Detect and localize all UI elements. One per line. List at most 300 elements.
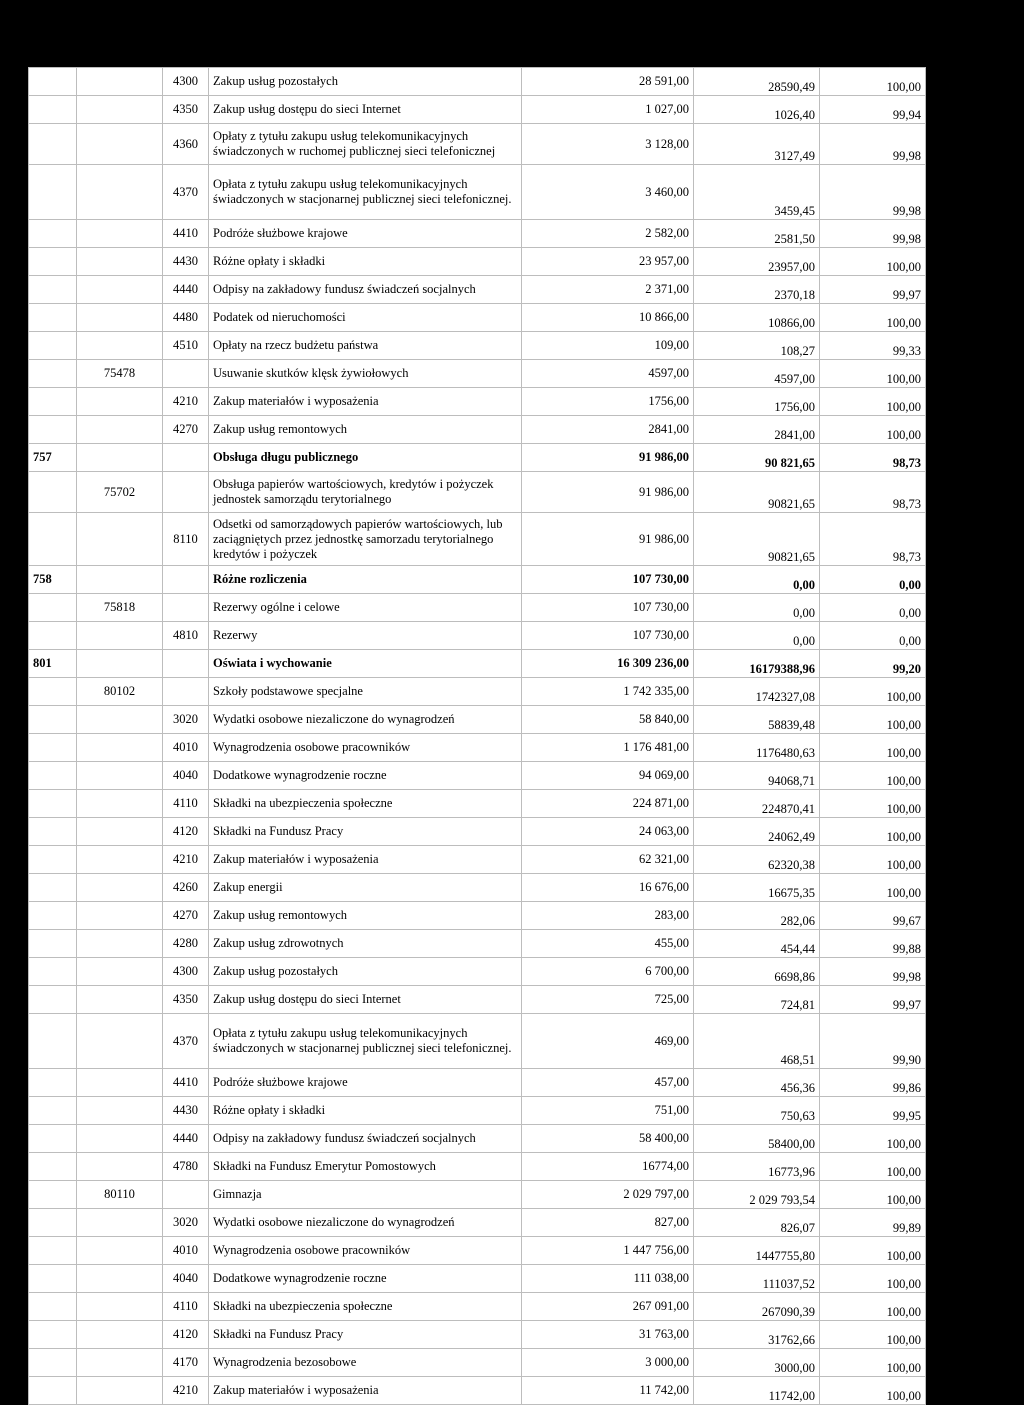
execution-cell: 3000,00 bbox=[694, 1349, 820, 1376]
percent-cell: 99,97 bbox=[820, 276, 926, 303]
percent-cell: 99,89 bbox=[820, 1209, 926, 1236]
plan-cell: 16 676,00 bbox=[522, 874, 694, 901]
plan-cell: 224 871,00 bbox=[522, 790, 694, 817]
plan-cell: 107 730,00 bbox=[522, 594, 694, 621]
rozdzial-cell bbox=[77, 276, 163, 303]
name-cell bbox=[209, 790, 522, 817]
execution-cell: 16675,35 bbox=[694, 874, 820, 901]
table-row bbox=[29, 874, 926, 902]
rozdzial-cell bbox=[77, 706, 163, 733]
plan-cell: 94 069,00 bbox=[522, 762, 694, 789]
execution-cell: 0,00 bbox=[694, 566, 820, 593]
table-row bbox=[29, 332, 926, 360]
paragraf-cell: 3020 bbox=[163, 706, 209, 733]
dzial-cell: 758 bbox=[29, 566, 77, 593]
plan-cell: 62 321,00 bbox=[522, 846, 694, 873]
name-text: Rezerwy ogólne i celowe bbox=[213, 600, 340, 614]
percent-cell: 99,94 bbox=[820, 96, 926, 123]
table-row bbox=[29, 958, 926, 986]
name-cell bbox=[209, 986, 522, 1013]
name-cell bbox=[209, 96, 522, 123]
dzial-cell bbox=[29, 1125, 77, 1152]
paragraf-cell: 4810 bbox=[163, 622, 209, 649]
name-text: Dodatkowe wynagrodzenie roczne bbox=[213, 768, 387, 782]
table-row bbox=[29, 650, 926, 678]
name-cell bbox=[209, 1377, 522, 1404]
paragraf-cell: 4010 bbox=[163, 734, 209, 761]
name-cell bbox=[209, 706, 522, 733]
name-text: Składki na Fundusz Pracy bbox=[213, 824, 344, 838]
percent-cell: 98,73 bbox=[820, 513, 926, 565]
table-row bbox=[29, 388, 926, 416]
table-row bbox=[29, 566, 926, 594]
paragraf-cell: 4780 bbox=[163, 1153, 209, 1180]
execution-cell: 826,07 bbox=[694, 1209, 820, 1236]
percent-cell: 98,73 bbox=[820, 472, 926, 512]
percent-cell: 99,88 bbox=[820, 930, 926, 957]
table-row bbox=[29, 902, 926, 930]
name-text: Wynagrodzenia osobowe pracowników bbox=[213, 740, 411, 754]
table-row bbox=[29, 846, 926, 874]
name-text: Składki na ubezpieczenia społeczne bbox=[213, 796, 393, 810]
dzial-cell bbox=[29, 332, 77, 359]
paragraf-cell: 4210 bbox=[163, 846, 209, 873]
plan-cell: 283,00 bbox=[522, 902, 694, 929]
execution-cell: 58839,48 bbox=[694, 706, 820, 733]
percent-cell: 100,00 bbox=[820, 388, 926, 415]
rozdzial-cell bbox=[77, 734, 163, 761]
rozdzial-cell bbox=[77, 513, 163, 565]
execution-cell: 2581,50 bbox=[694, 220, 820, 247]
plan-cell: 109,00 bbox=[522, 332, 694, 359]
paragraf-cell: 4360 bbox=[163, 124, 209, 164]
execution-cell: 1756,00 bbox=[694, 388, 820, 415]
plan-cell: 91 986,00 bbox=[522, 513, 694, 565]
table-row bbox=[29, 165, 926, 220]
name-cell bbox=[209, 566, 522, 593]
paragraf-cell bbox=[163, 594, 209, 621]
table-row bbox=[29, 986, 926, 1014]
rozdzial-cell bbox=[77, 846, 163, 873]
percent-cell: 0,00 bbox=[820, 622, 926, 649]
name-cell bbox=[209, 304, 522, 331]
plan-cell: 11 742,00 bbox=[522, 1377, 694, 1404]
percent-cell: 100,00 bbox=[820, 304, 926, 331]
name-text: Obsługa długu publicznego bbox=[213, 450, 359, 464]
execution-cell: 11742,00 bbox=[694, 1377, 820, 1404]
name-text: Wynagrodzenia osobowe pracowników bbox=[213, 1243, 411, 1257]
rozdzial-cell bbox=[77, 1153, 163, 1180]
name-text: Zakup usług dostępu do sieci Internet bbox=[213, 102, 401, 116]
paragraf-cell bbox=[163, 650, 209, 677]
rozdzial-cell bbox=[77, 566, 163, 593]
name-cell bbox=[209, 762, 522, 789]
plan-cell: 2841,00 bbox=[522, 416, 694, 443]
name-text: Gimnazja bbox=[213, 1187, 262, 1201]
rozdzial-cell bbox=[77, 304, 163, 331]
dzial-cell bbox=[29, 220, 77, 247]
paragraf-cell bbox=[163, 1181, 209, 1208]
dzial-cell bbox=[29, 304, 77, 331]
dzial-cell bbox=[29, 818, 77, 845]
rozdzial-cell bbox=[77, 124, 163, 164]
name-cell bbox=[209, 1209, 522, 1236]
execution-cell: 750,63 bbox=[694, 1097, 820, 1124]
plan-cell: 2 582,00 bbox=[522, 220, 694, 247]
execution-cell: 90 821,65 bbox=[694, 444, 820, 471]
table-row bbox=[29, 1237, 926, 1265]
name-cell bbox=[209, 734, 522, 761]
execution-cell: 454,44 bbox=[694, 930, 820, 957]
rozdzial-cell bbox=[77, 1377, 163, 1404]
plan-cell: 455,00 bbox=[522, 930, 694, 957]
percent-cell: 100,00 bbox=[820, 846, 926, 873]
table-row bbox=[29, 1181, 926, 1209]
plan-cell: 827,00 bbox=[522, 1209, 694, 1236]
name-cell bbox=[209, 846, 522, 873]
execution-cell: 4597,00 bbox=[694, 360, 820, 387]
name-text: Podatek od nieruchomości bbox=[213, 310, 346, 324]
table-row bbox=[29, 1377, 926, 1405]
plan-cell: 58 840,00 bbox=[522, 706, 694, 733]
execution-cell: 94068,71 bbox=[694, 762, 820, 789]
percent-cell: 100,00 bbox=[820, 678, 926, 705]
name-cell bbox=[209, 958, 522, 985]
name-text: Podróże służbowe krajowe bbox=[213, 226, 348, 240]
paragraf-cell: 4300 bbox=[163, 958, 209, 985]
percent-cell: 99,86 bbox=[820, 1069, 926, 1096]
plan-cell: 267 091,00 bbox=[522, 1293, 694, 1320]
dzial-cell bbox=[29, 416, 77, 443]
execution-cell: 6698,86 bbox=[694, 958, 820, 985]
dzial-cell bbox=[29, 1097, 77, 1124]
plan-cell: 28 591,00 bbox=[522, 68, 694, 95]
rozdzial-cell bbox=[77, 818, 163, 845]
dzial-cell bbox=[29, 1069, 77, 1096]
name-cell bbox=[209, 416, 522, 443]
percent-cell: 100,00 bbox=[820, 1125, 926, 1152]
plan-cell: 111 038,00 bbox=[522, 1265, 694, 1292]
rozdzial-cell bbox=[77, 1293, 163, 1320]
name-cell bbox=[209, 1097, 522, 1124]
rozdzial-cell bbox=[77, 220, 163, 247]
paragraf-cell: 4120 bbox=[163, 1321, 209, 1348]
execution-cell: 1026,40 bbox=[694, 96, 820, 123]
execution-cell: 23957,00 bbox=[694, 248, 820, 275]
dzial-cell bbox=[29, 1321, 77, 1348]
plan-cell: 58 400,00 bbox=[522, 1125, 694, 1152]
table-row bbox=[29, 416, 926, 444]
name-cell bbox=[209, 248, 522, 275]
percent-cell: 100,00 bbox=[820, 360, 926, 387]
paragraf-cell bbox=[163, 472, 209, 512]
rozdzial-cell bbox=[77, 958, 163, 985]
name-cell bbox=[209, 1014, 522, 1068]
percent-cell: 100,00 bbox=[820, 1181, 926, 1208]
execution-cell: 2841,00 bbox=[694, 416, 820, 443]
dzial-cell bbox=[29, 1265, 77, 1292]
paragraf-cell: 4430 bbox=[163, 1097, 209, 1124]
name-text: Różne opłaty i składki bbox=[213, 1103, 326, 1117]
name-text: Podróże służbowe krajowe bbox=[213, 1075, 348, 1089]
name-text: Opłata z tytułu zakupu usług telekomunikacyjnych świadczonych w stacjonarnej publicznej sieci telefonicznej. bbox=[213, 1026, 512, 1055]
paragraf-cell: 4110 bbox=[163, 1293, 209, 1320]
percent-cell: 100,00 bbox=[820, 1265, 926, 1292]
execution-cell: 2370,18 bbox=[694, 276, 820, 303]
execution-cell: 16773,96 bbox=[694, 1153, 820, 1180]
table-row bbox=[29, 622, 926, 650]
paragraf-cell: 4370 bbox=[163, 165, 209, 219]
percent-cell: 100,00 bbox=[820, 1293, 926, 1320]
rozdzial-cell bbox=[77, 622, 163, 649]
paragraf-cell: 4170 bbox=[163, 1349, 209, 1376]
plan-cell: 91 986,00 bbox=[522, 472, 694, 512]
paragraf-cell: 4210 bbox=[163, 388, 209, 415]
dzial-cell bbox=[29, 472, 77, 512]
plan-cell: 6 700,00 bbox=[522, 958, 694, 985]
dzial-cell bbox=[29, 594, 77, 621]
dzial-cell bbox=[29, 734, 77, 761]
rozdzial-cell bbox=[77, 248, 163, 275]
table-row bbox=[29, 790, 926, 818]
paragraf-cell: 4410 bbox=[163, 220, 209, 247]
name-text: Zakup usług dostępu do sieci Internet bbox=[213, 992, 401, 1006]
budget-expenditure-table bbox=[28, 67, 926, 1405]
rozdzial-cell bbox=[77, 1097, 163, 1124]
name-cell bbox=[209, 276, 522, 303]
execution-cell: 267090,39 bbox=[694, 1293, 820, 1320]
dzial-cell bbox=[29, 513, 77, 565]
percent-cell: 100,00 bbox=[820, 1237, 926, 1264]
percent-cell: 100,00 bbox=[820, 1153, 926, 1180]
dzial-cell bbox=[29, 360, 77, 387]
execution-cell: 468,51 bbox=[694, 1014, 820, 1068]
name-text: Składki na Fundusz Pracy bbox=[213, 1327, 344, 1341]
paragraf-cell: 4210 bbox=[163, 1377, 209, 1404]
paragraf-cell: 4270 bbox=[163, 902, 209, 929]
rozdzial-cell bbox=[77, 1125, 163, 1152]
name-cell bbox=[209, 1293, 522, 1320]
rozdzial-cell bbox=[77, 416, 163, 443]
table-row bbox=[29, 444, 926, 472]
plan-cell: 1 176 481,00 bbox=[522, 734, 694, 761]
table-row bbox=[29, 96, 926, 124]
table-row bbox=[29, 360, 926, 388]
paragraf-cell: 4350 bbox=[163, 96, 209, 123]
plan-cell: 3 460,00 bbox=[522, 165, 694, 219]
percent-cell: 100,00 bbox=[820, 874, 926, 901]
paragraf-cell: 4410 bbox=[163, 1069, 209, 1096]
name-text: Zakup materiałów i wyposażenia bbox=[213, 1383, 379, 1397]
execution-cell: 62320,38 bbox=[694, 846, 820, 873]
rozdzial-cell bbox=[77, 96, 163, 123]
table-row bbox=[29, 513, 926, 566]
paragraf-cell bbox=[163, 444, 209, 471]
plan-cell: 1 742 335,00 bbox=[522, 678, 694, 705]
rozdzial-cell: 75702 bbox=[77, 472, 163, 512]
plan-cell: 23 957,00 bbox=[522, 248, 694, 275]
name-cell bbox=[209, 220, 522, 247]
paragraf-cell: 4430 bbox=[163, 248, 209, 275]
table-row bbox=[29, 220, 926, 248]
rozdzial-cell bbox=[77, 444, 163, 471]
name-text: Wydatki osobowe niezaliczone do wynagrodzeń bbox=[213, 712, 455, 726]
paragraf-cell: 4260 bbox=[163, 874, 209, 901]
execution-cell: 224870,41 bbox=[694, 790, 820, 817]
name-cell bbox=[209, 472, 522, 512]
rozdzial-cell: 75818 bbox=[77, 594, 163, 621]
percent-cell: 100,00 bbox=[820, 416, 926, 443]
rozdzial-cell bbox=[77, 762, 163, 789]
name-text: Dodatkowe wynagrodzenie roczne bbox=[213, 1271, 387, 1285]
plan-cell: 3 128,00 bbox=[522, 124, 694, 164]
rozdzial-cell bbox=[77, 1321, 163, 1348]
dzial-cell bbox=[29, 96, 77, 123]
execution-cell: 2 029 793,54 bbox=[694, 1181, 820, 1208]
plan-cell: 3 000,00 bbox=[522, 1349, 694, 1376]
table-row bbox=[29, 1097, 926, 1125]
name-text: Zakup materiałów i wyposażenia bbox=[213, 852, 379, 866]
dzial-cell bbox=[29, 958, 77, 985]
percent-cell: 100,00 bbox=[820, 734, 926, 761]
dzial-cell bbox=[29, 930, 77, 957]
plan-cell: 91 986,00 bbox=[522, 444, 694, 471]
execution-cell: 3459,45 bbox=[694, 165, 820, 219]
name-text: Odpisy na zakładowy fundusz świadczeń socjalnych bbox=[213, 282, 476, 296]
execution-cell: 282,06 bbox=[694, 902, 820, 929]
percent-cell: 100,00 bbox=[820, 818, 926, 845]
table-row bbox=[29, 1293, 926, 1321]
dzial-cell bbox=[29, 678, 77, 705]
name-cell bbox=[209, 818, 522, 845]
execution-cell: 10866,00 bbox=[694, 304, 820, 331]
name-text: Opłaty z tytułu zakupu usług telekomunikacyjnych świadczonych w ruchomej publicznej sieci telefonicznej bbox=[213, 129, 496, 158]
plan-cell: 2 371,00 bbox=[522, 276, 694, 303]
table-row bbox=[29, 124, 926, 165]
paragraf-cell: 4440 bbox=[163, 276, 209, 303]
name-cell bbox=[209, 1321, 522, 1348]
plan-cell: 24 063,00 bbox=[522, 818, 694, 845]
table-row bbox=[29, 248, 926, 276]
rozdzial-cell bbox=[77, 930, 163, 957]
name-cell bbox=[209, 444, 522, 471]
execution-cell: 90821,65 bbox=[694, 513, 820, 565]
name-text: Składki na Fundusz Emerytur Pomostowych bbox=[213, 1159, 436, 1173]
percent-cell: 99,98 bbox=[820, 220, 926, 247]
percent-cell: 100,00 bbox=[820, 68, 926, 95]
plan-cell: 1 027,00 bbox=[522, 96, 694, 123]
name-cell bbox=[209, 650, 522, 677]
dzial-cell bbox=[29, 1014, 77, 1068]
execution-cell: 3127,49 bbox=[694, 124, 820, 164]
rozdzial-cell bbox=[77, 332, 163, 359]
plan-cell: 4597,00 bbox=[522, 360, 694, 387]
execution-cell: 1447755,80 bbox=[694, 1237, 820, 1264]
table-row bbox=[29, 1125, 926, 1153]
name-cell bbox=[209, 360, 522, 387]
name-text: Zakup materiałów i wyposażenia bbox=[213, 394, 379, 408]
name-text: Opłata z tytułu zakupu usług telekomunikacyjnych świadczonych w stacjonarnej publicznej sieci telefonicznej. bbox=[213, 177, 512, 206]
dzial-cell bbox=[29, 276, 77, 303]
paragraf-cell: 3020 bbox=[163, 1209, 209, 1236]
percent-cell: 100,00 bbox=[820, 1321, 926, 1348]
execution-cell: 108,27 bbox=[694, 332, 820, 359]
name-text: Oświata i wychowanie bbox=[213, 656, 332, 670]
name-text: Zakup usług zdrowotnych bbox=[213, 936, 344, 950]
name-cell bbox=[209, 622, 522, 649]
plan-cell: 1 447 756,00 bbox=[522, 1237, 694, 1264]
name-text: Wynagrodzenia bezosobowe bbox=[213, 1355, 357, 1369]
name-text: Wydatki osobowe niezaliczone do wynagrodzeń bbox=[213, 1215, 455, 1229]
dzial-cell bbox=[29, 68, 77, 95]
table-row bbox=[29, 1321, 926, 1349]
paragraf-cell bbox=[163, 566, 209, 593]
name-text: Różne rozliczenia bbox=[213, 572, 307, 586]
plan-cell: 31 763,00 bbox=[522, 1321, 694, 1348]
plan-cell: 107 730,00 bbox=[522, 622, 694, 649]
name-text: Obsługa papierów wartościowych, kredytów i pożyczek jednostek samorządu terytorialnego bbox=[213, 477, 494, 506]
name-cell bbox=[209, 1237, 522, 1264]
table-row bbox=[29, 1265, 926, 1293]
dzial-cell bbox=[29, 388, 77, 415]
name-cell bbox=[209, 1125, 522, 1152]
name-text: Różne opłaty i składki bbox=[213, 254, 326, 268]
paragraf-cell bbox=[163, 360, 209, 387]
percent-cell: 99,90 bbox=[820, 1014, 926, 1068]
table-row bbox=[29, 1014, 926, 1069]
table-row bbox=[29, 1153, 926, 1181]
percent-cell: 99,97 bbox=[820, 986, 926, 1013]
rozdzial-cell: 75478 bbox=[77, 360, 163, 387]
plan-cell: 10 866,00 bbox=[522, 304, 694, 331]
dzial-cell bbox=[29, 790, 77, 817]
execution-cell: 724,81 bbox=[694, 986, 820, 1013]
name-cell bbox=[209, 874, 522, 901]
table-row bbox=[29, 678, 926, 706]
name-cell bbox=[209, 678, 522, 705]
percent-cell: 99,98 bbox=[820, 124, 926, 164]
percent-cell: 98,73 bbox=[820, 444, 926, 471]
percent-cell: 99,98 bbox=[820, 165, 926, 219]
name-cell bbox=[209, 594, 522, 621]
name-cell bbox=[209, 513, 522, 565]
paragraf-cell: 4480 bbox=[163, 304, 209, 331]
name-text: Odpisy na zakładowy fundusz świadczeń socjalnych bbox=[213, 1131, 476, 1145]
rozdzial-cell bbox=[77, 1069, 163, 1096]
name-cell bbox=[209, 388, 522, 415]
plan-cell: 725,00 bbox=[522, 986, 694, 1013]
percent-cell: 99,95 bbox=[820, 1097, 926, 1124]
name-text: Usuwanie skutków klęsk żywiołowych bbox=[213, 366, 409, 380]
rozdzial-cell: 80102 bbox=[77, 678, 163, 705]
plan-cell: 16 309 236,00 bbox=[522, 650, 694, 677]
paragraf-cell: 4350 bbox=[163, 986, 209, 1013]
rozdzial-cell bbox=[77, 790, 163, 817]
name-text: Zakup usług pozostałych bbox=[213, 74, 338, 88]
percent-cell: 100,00 bbox=[820, 1377, 926, 1404]
dzial-cell bbox=[29, 986, 77, 1013]
dzial-cell: 757 bbox=[29, 444, 77, 471]
dzial-cell bbox=[29, 762, 77, 789]
dzial-cell bbox=[29, 165, 77, 219]
paragraf-cell: 4010 bbox=[163, 1237, 209, 1264]
rozdzial-cell: 80110 bbox=[77, 1181, 163, 1208]
name-cell bbox=[209, 165, 522, 219]
execution-cell: 1742327,08 bbox=[694, 678, 820, 705]
name-text: Zakup usług remontowych bbox=[213, 908, 348, 922]
execution-cell: 58400,00 bbox=[694, 1125, 820, 1152]
name-text: Zakup energii bbox=[213, 880, 283, 894]
